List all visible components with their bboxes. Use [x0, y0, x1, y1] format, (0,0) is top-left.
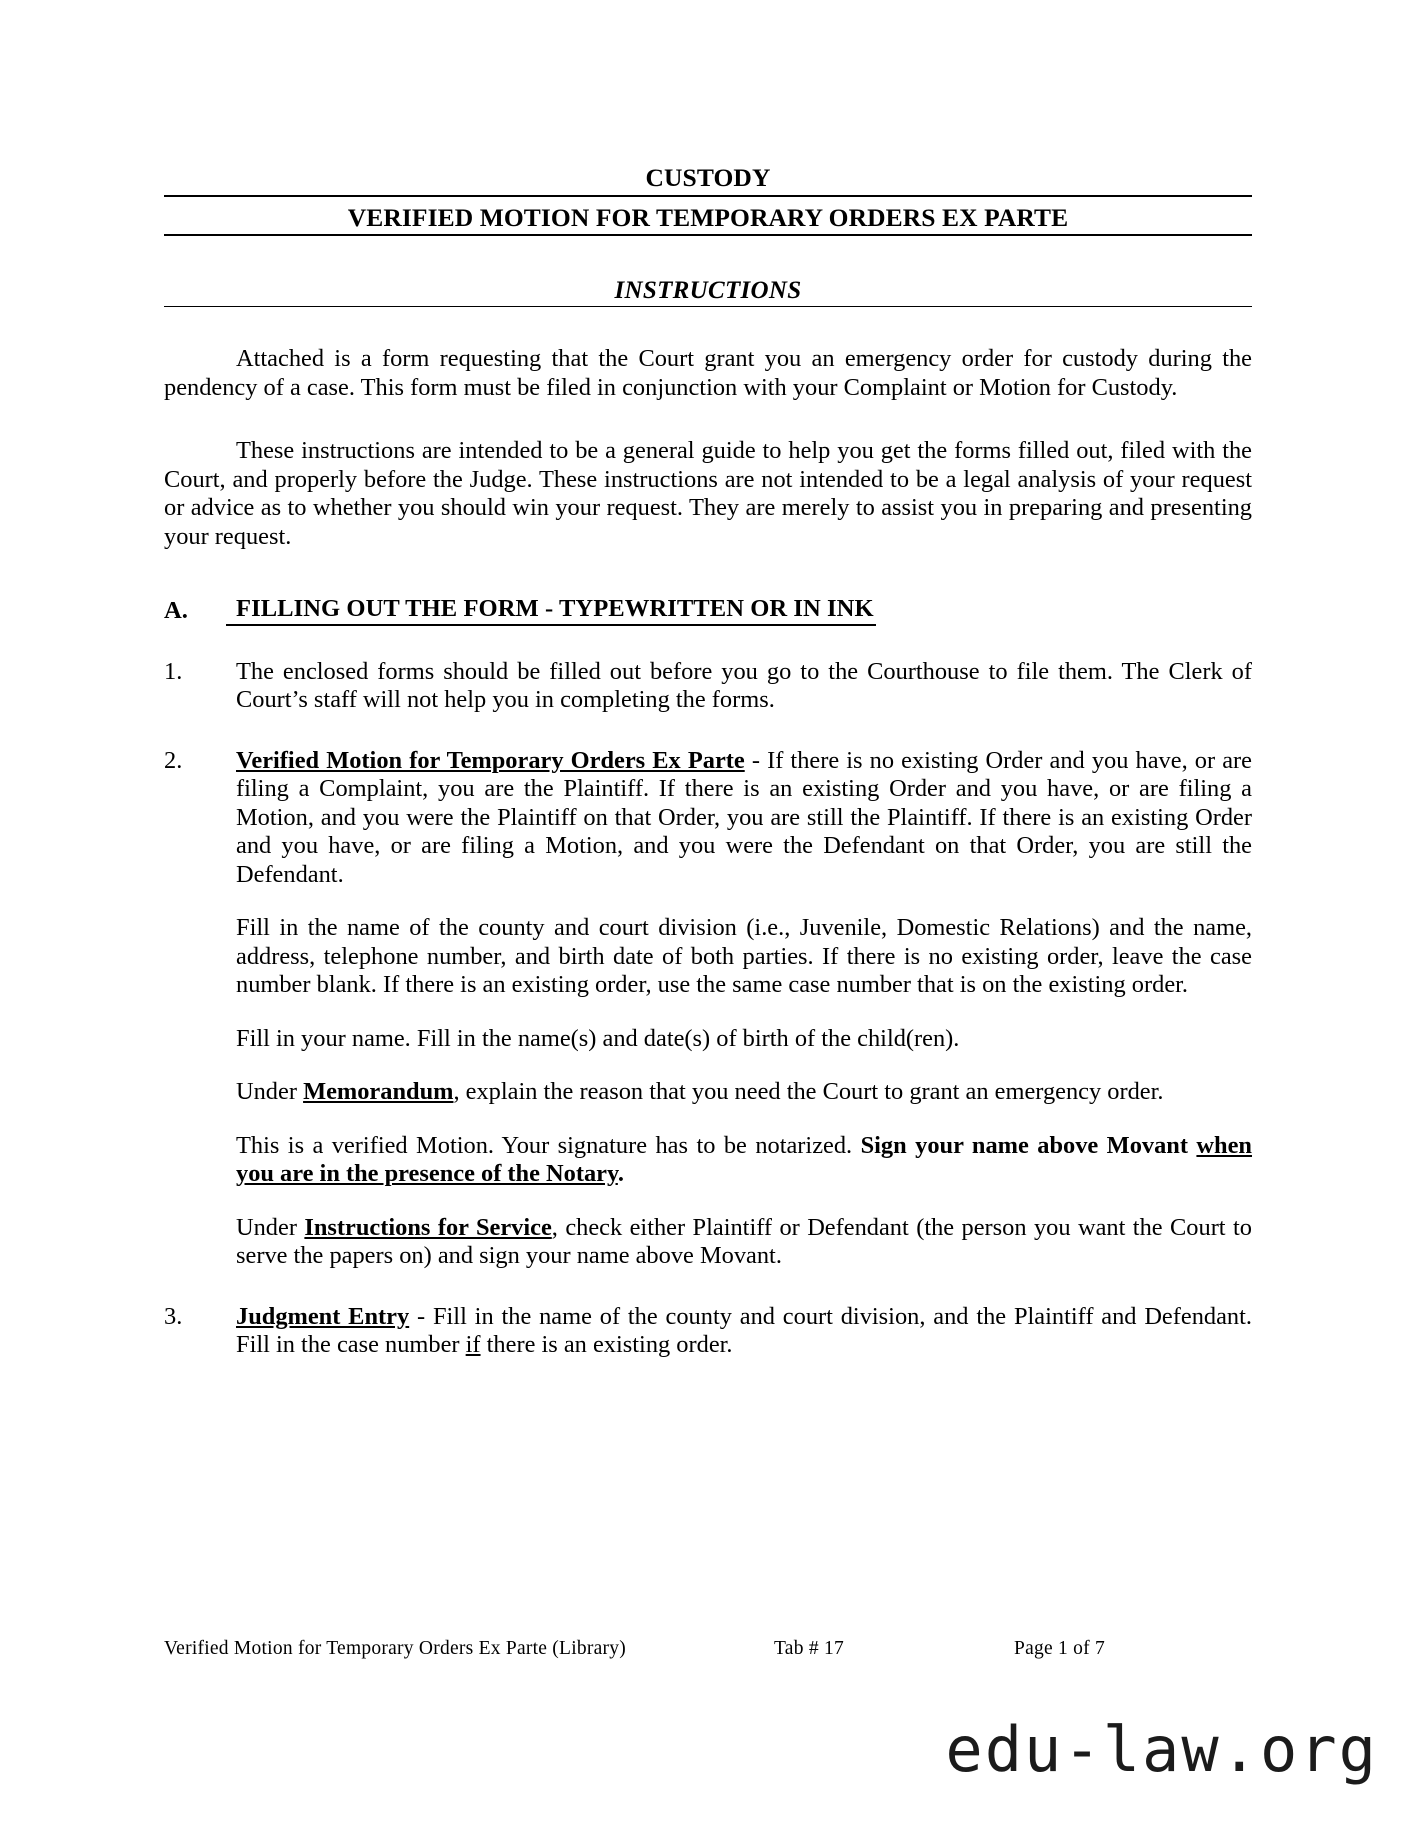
item-2-paragraph-4 [236, 1078, 1252, 1107]
item-1-number: 1. [164, 657, 183, 685]
section-a-letter: A. [164, 597, 188, 625]
notary-presence-instruction: when you are in the presence of the Notary [236, 1131, 1252, 1187]
item-2-paragraph-3: Fill in your name. Fill in the name(s) and date(s) of birth of the child(ren). [236, 1024, 960, 1052]
title-block [164, 0, 1252, 307]
item-2-paragraph-1 [236, 747, 1252, 890]
instructions-for-service-term: Instructions for Service [304, 1213, 552, 1241]
sign-name-instruction: Sign your name above Movant [860, 1131, 1197, 1159]
list-item [164, 1303, 1252, 1360]
intro-paragraph-1: Attached is a form requesting that the Court grant you an emergency order for custody during the pendency of a case. This form must be filed in conjunction with your Complaint or Motion for Custody. [164, 345, 1252, 401]
item-2-paragraph-5-prefix: This is a verified Motion. Your signature has to be notarized. [236, 1131, 861, 1159]
item-3-text [236, 1303, 1252, 1360]
item-2-paragraph-6-rest: , check either Plaintiff or Defendant (the person you want the Court to serve the papers on) and sign your name above Movant. [236, 1213, 1252, 1269]
page-footer [164, 1637, 1252, 1660]
intro-paragraph-2: These instructions are intended to be a general guide to help you get the forms filled out, filed with the Court, and properly before the Judge. These instructions are not intended to be a legal analysis of your request or advice as to whether you should win your request. They are merely to assist you in preparing and presenting your request. [164, 437, 1252, 550]
footer-tab-number: Tab # 17 [774, 1638, 844, 1659]
list-item [164, 658, 1252, 715]
item-3-text-part-1: - Fill in the name of the county and court division, and the Plaintiff and Defendant. Fill in the case number [236, 1302, 1252, 1358]
section-a-heading [164, 595, 1252, 625]
item-3-underlined-if: if [465, 1331, 481, 1358]
item-2-paragraph-5-period: . [617, 1160, 624, 1187]
document-content [164, 0, 1252, 1360]
item-2-paragraph-2: Fill in the name of the county and court division (i.e., Juvenile, Domestic Relations) and the name, address, telephone number, and birth date of both parties. If there is no existing order, leave the case number blank. If there is an existing order, use the same case number that is on the existing order. [236, 914, 1252, 998]
footer-document-name: Verified Motion for Temporary Orders Ex Parte (Library) [164, 1638, 627, 1659]
item-1-text: The enclosed forms should be filled out before you go to the Courthouse to file them. The Clerk of Court’s staff will not help you in completing the forms. [236, 657, 1252, 713]
item-3-text-part-2: there is an existing order. [480, 1331, 733, 1358]
list-item [164, 747, 1252, 1271]
footer-page-number: Page 1 of 7 [1014, 1638, 1106, 1659]
item-2-paragraph-4-prefix: Under [236, 1078, 304, 1105]
memorandum-term: Memorandum [303, 1078, 454, 1105]
item-3-number: 3. [164, 1302, 183, 1330]
document-title-line-1: CUSTODY [164, 162, 1252, 197]
item-2-paragraph-6 [236, 1214, 1252, 1271]
item-2-body [236, 747, 1252, 1271]
item-2-number: 2. [164, 746, 183, 774]
item-2-lead-in: Verified Motion for Temporary Orders Ex Parte [236, 746, 745, 774]
instructions-heading: INSTRUCTIONS [164, 277, 1252, 307]
document-title-line-2: VERIFIED MOTION FOR TEMPORARY ORDERS EX PARTE [164, 202, 1252, 237]
section-a-title: FILLING OUT THE FORM - TYPEWRITTEN OR IN INK [226, 595, 876, 625]
item-3-lead-in: Judgment Entry [236, 1302, 410, 1330]
item-1-body [236, 658, 1252, 715]
item-2-paragraph-4-rest: , explain the reason that you need the Court to grant an emergency order. [453, 1078, 1164, 1105]
item-2-paragraph-5 [236, 1132, 1252, 1189]
item-2-paragraph-1-rest: - If there is no existing Order and you have, or are filing a Complaint, you are the Plaintiff. If there is an existing Order and you have, or are filing a Motion, and you were the Plaintiff on that Order, you are still the Plaintiff. If there is an existing Order and you have, or are filing a Motion, and you were the Defendant on that Order, you are still the Defendant. [236, 746, 1252, 888]
item-3-body [236, 1303, 1252, 1360]
watermark: edu-law.org [945, 1713, 1378, 1786]
item-2-paragraph-6-prefix: Under [236, 1213, 305, 1241]
